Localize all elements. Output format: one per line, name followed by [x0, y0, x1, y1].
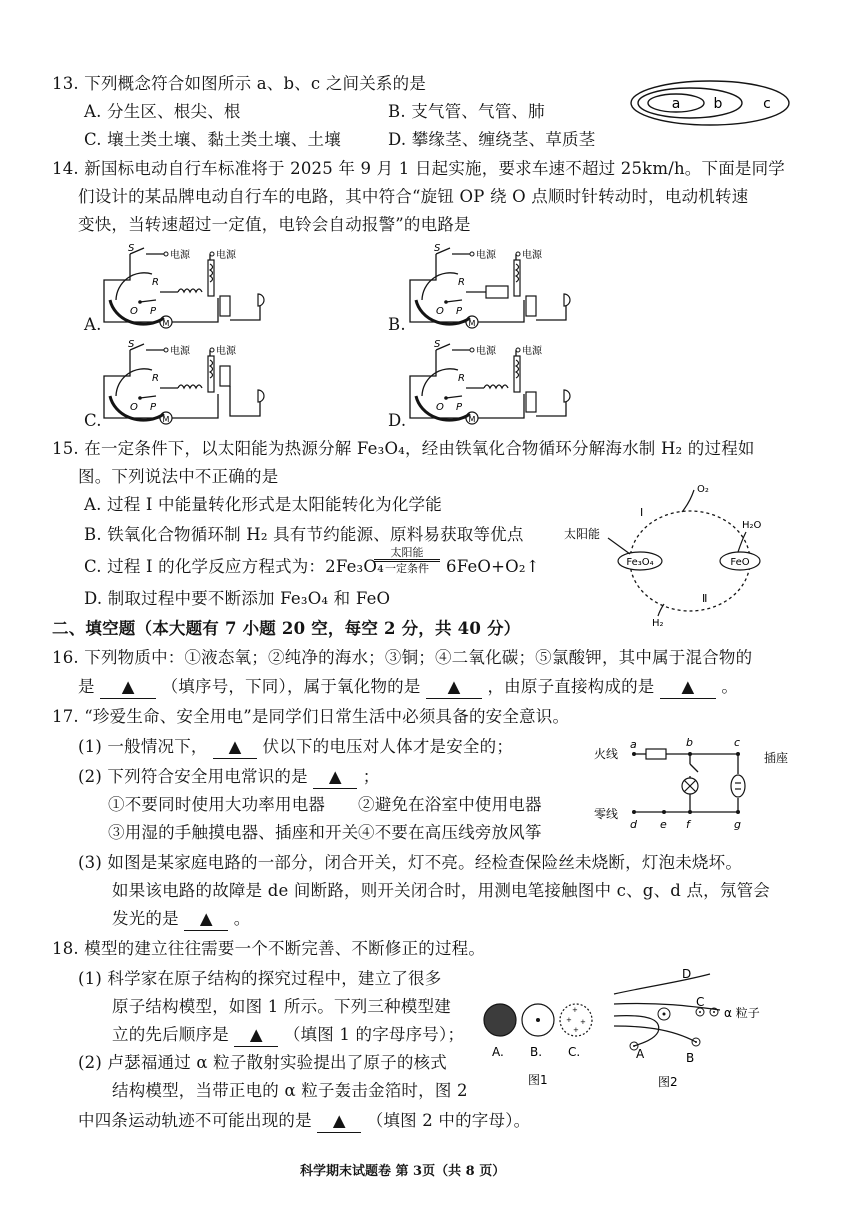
q18-figure-1-atom-models [476, 996, 606, 1086]
q15-option-d: D. 制取过程中要不断添加 Fe₃O₄ 和 FeO [84, 589, 391, 608]
q13-label-b: b [713, 96, 723, 112]
switch-label: S [434, 339, 441, 350]
q15-line-1: 15. 在一定条件下，以太阳能为热源分解 Fe₃O₄，经由铁氧化合物循环分解海水制 H₂ 的过程如 [52, 439, 755, 458]
q14-line-3: 变快，当转速超过一定值，电铃会自动报警”的电路是 [78, 215, 471, 234]
svg-text:+: + [566, 1016, 572, 1024]
point-e-label: e [660, 818, 667, 831]
live-wire-label: 火线 [594, 747, 619, 761]
h2-label: H₂ [652, 618, 664, 626]
fig2-alpha-particle-label: α 粒子 [724, 1006, 760, 1020]
q13-option-c: C. 壤土类土壤、黏土类土壤、土壤 [84, 130, 341, 149]
q18-sub-2-line-1: (2) 卢瑟福通过 α 粒子散射实验提出了原子的核式 [78, 1053, 447, 1072]
fig1-caption: 图1 [528, 1073, 548, 1086]
q18-sub-1-line-2: 原子结构模型，如图 1 所示。下列三种模型建 [112, 997, 451, 1016]
q18-sub-2-text-a: 中四条运动轨迹不可能出现的是 [78, 1111, 312, 1130]
q14-circuit-a [100, 240, 275, 332]
resistor-label: R [152, 277, 159, 288]
q17-option-3: ③用湿的手触摸电器、插座和开关 [108, 823, 359, 842]
o-label: O [436, 402, 444, 413]
q13-option-b: B. 支气管、气管、肺 [388, 102, 545, 121]
q17-sub-3-line-2: 如果该电路的故障是 de 间断路，则开关闭合时，用测电笔接触图中 c、g、d 点，氖管会 [112, 881, 770, 900]
resistor-label: R [152, 373, 159, 384]
q18-sub-1-line-1: (1) 科学家在原子结构的探究过程中，建立了很多 [78, 969, 442, 988]
q15-option-c-suffix: 6FeO+O₂↑ [446, 557, 540, 576]
motor-label: M [468, 415, 476, 424]
q13-label-c: c [763, 96, 771, 112]
q18-figure-2-alpha-scattering [610, 962, 810, 1088]
q18-blank-2[interactable]: ▲ [317, 1110, 361, 1133]
process-ii-label: Ⅱ [702, 592, 708, 605]
fig2-caption: 图2 [658, 1075, 678, 1088]
p-label: P [456, 402, 463, 413]
q17-sub-3-text-a: 发光的是 [112, 909, 179, 928]
point-c-label: c [734, 736, 741, 749]
fig1-label-b: B. [530, 1045, 543, 1059]
h2o-label: H₂O [742, 520, 762, 531]
point-b-label: b [686, 736, 693, 749]
p-label: P [150, 306, 157, 317]
q18-sub-1-text-b: （填图 1 的字母序号）； [283, 1025, 465, 1044]
q16-line-1: 16. 下列物质中：①液态氧；②纯净的海水；③铜；④二氧化碳；⑤氯酸钾，其中属于混合物的 [52, 648, 753, 667]
q13-nested-ellipses-figure [628, 78, 793, 128]
svg-text:+: + [573, 1026, 579, 1034]
p-label: P [456, 306, 463, 317]
fig1-label-c: C. [568, 1045, 581, 1059]
model-a-solid-sphere [484, 1004, 516, 1036]
motor-label: M [468, 319, 476, 328]
sunlight-label: 太阳能 [564, 527, 601, 541]
q15-option-b: B. 铁氧化合物循环制 H₂ 具有节约能源、原料易获取等优点 [84, 525, 524, 544]
q17-sub-2 [78, 766, 379, 789]
q17-sub-2-text-b: ； [362, 767, 380, 786]
point-f-label: f [686, 818, 690, 831]
power-label-2: 电源 [522, 250, 542, 261]
page-footer: 科学期末试题卷 第 3页（共 8 页） [300, 1164, 506, 1179]
point-a-label: a [630, 738, 637, 751]
point-d-label: d [630, 818, 637, 831]
q15-line-2: 图。下列说法中不正确的是 [78, 467, 279, 486]
q14-label-a: A. [84, 315, 102, 334]
q13-label-a: a [671, 96, 681, 112]
fig2-track-a-label: A [636, 1047, 645, 1061]
power-label: 电源 [170, 346, 190, 357]
q17-sub-1 [78, 736, 513, 759]
power-label: 电源 [170, 250, 190, 261]
q16-text-d: 。 [721, 677, 739, 696]
q13-stem: 13. 下列概念符合如图所示 a、b、c 之间关系的是 [52, 74, 427, 93]
svg-text:+: + [580, 1018, 586, 1026]
q15-option-c-prefix: C. 过程 Ⅰ 的化学反应方程式为：2Fe₃O₄ [84, 557, 384, 576]
q14-label-c: C. [84, 411, 102, 430]
q17-home-circuit-figure [590, 724, 800, 832]
o-label: O [130, 402, 138, 413]
q17-blank-2[interactable]: ▲ [313, 766, 357, 789]
q15-reaction-condition-top: 太阳能 [374, 546, 440, 560]
feo-label: FeO [730, 557, 750, 568]
q15-reaction-condition-bottom: 一定条件 [374, 561, 440, 575]
p-label: P [150, 402, 157, 413]
q17-option-1: ①不要同时使用大功率用电器 [108, 795, 326, 814]
power-label-2: 电源 [216, 250, 236, 261]
q14-line-1: 14. 新国标电动自行车标准将于 2025 年 9 月 1 日起实施，要求车速不超过 25km/h。下面是同学 [52, 159, 786, 178]
point-g-label: g [734, 818, 741, 831]
q17-sub-1-text-a: (1) 一般情况下， [78, 737, 208, 756]
fe3o4-label: Fe₃O₄ [626, 557, 654, 568]
resistor-label: R [458, 373, 465, 384]
process-i-label: Ⅰ [640, 506, 644, 519]
svg-text:+: + [572, 1006, 578, 1014]
motor-label: M [162, 319, 170, 328]
q18-sub-2-line-2: 结构模型，当带正电的 α 粒子轰击金箔时，图 2 [112, 1081, 468, 1100]
o2-label: O₂ [697, 484, 709, 495]
q17-blank-1[interactable]: ▲ [213, 736, 257, 759]
motor-label: M [162, 415, 170, 424]
q14-circuit-d [406, 336, 581, 428]
q17-line-1: 17. “珍爱生命、安全用电”是同学们日常生活中必须具备的安全意识。 [52, 707, 570, 726]
q18-line-1: 18. 模型的建立往往需要一个不断完善、不断修正的过程。 [52, 939, 486, 958]
power-label: 电源 [476, 346, 496, 357]
q17-sub-3-line-1: (3) 如图是某家庭电路的一部分，闭合开关，灯不亮。经检查保险丝未烧断，灯泡未烧坏。 [78, 853, 743, 872]
q17-blank-3[interactable]: ▲ [184, 908, 228, 931]
q17-option-4: ④不要在高压线旁放风筝 [358, 823, 542, 842]
q16-line-2 [78, 676, 738, 699]
q17-sub-3-line-3 [112, 908, 250, 931]
q15-option-a: A. 过程 Ⅰ 中能量转化形式是太阳能转化为化学能 [84, 495, 442, 514]
q17-option-2: ②避免在浴室中使用电器 [358, 795, 542, 814]
q16-blank-3[interactable]: ▲ [660, 676, 716, 699]
q16-text-b: （填序号，下同），属于氧化物的是 [161, 677, 421, 696]
q16-text-a: 是 [78, 677, 95, 696]
fig2-track-c-label: C [696, 995, 705, 1009]
q15-cycle-diagram [560, 476, 790, 626]
q18-blank-1[interactable]: ▲ [234, 1024, 278, 1047]
q17-sub-1-text-b: 伏以下的电压对人体才是安全的； [262, 737, 514, 756]
q16-blank-1[interactable]: ▲ [100, 676, 156, 699]
power-label-2: 电源 [216, 346, 236, 357]
q18-sub-2-line-3 [78, 1110, 530, 1133]
switch-label: S [128, 243, 135, 254]
q17-sub-2-text-a: (2) 下列符合安全用电常识的是 [78, 767, 308, 786]
fig1-label-a: A. [492, 1045, 504, 1059]
q18-sub-1-line-3 [112, 1024, 464, 1047]
socket-label: 插座 [764, 751, 789, 765]
q18-sub-2-text-b: （填图 2 中的字母）。 [366, 1111, 531, 1130]
resistor-label: R [458, 277, 465, 288]
q18-sub-1-text-a: 立的先后顺序是 [112, 1025, 229, 1044]
power-label-2: 电源 [522, 346, 542, 357]
q16-blank-2[interactable]: ▲ [426, 676, 482, 699]
section-2-heading: 二、填空题（本大题有 7 小题 20 空，每空 2 分，共 40 分） [52, 619, 521, 638]
q14-circuit-b [406, 240, 581, 332]
q14-label-b: B. [388, 315, 406, 334]
switch-label: S [434, 243, 441, 254]
o-label: O [436, 306, 444, 317]
fig2-track-b-label: B [686, 1051, 695, 1065]
q14-line-2: 们设计的某品牌电动自行车的电路，其中符合“旋钮 OP 绕 O 点顺时针转动时，电动机转速 [78, 187, 749, 206]
q13-option-a: A. 分生区、根尖、根 [84, 102, 241, 121]
o-label: O [130, 306, 138, 317]
q13-option-d: D. 攀缘茎、缠绕茎、草质茎 [388, 130, 596, 149]
q17-sub-3-text-b: 。 [233, 909, 251, 928]
neutral-wire-label: 零线 [594, 807, 619, 821]
q14-circuit-c [100, 336, 275, 428]
switch-label: S [128, 339, 135, 350]
power-label: 电源 [476, 250, 496, 261]
q16-text-c: ，由原子直接构成的是 [487, 677, 655, 696]
q14-label-d: D. [388, 411, 407, 430]
fig2-track-d-label: D [682, 967, 692, 981]
